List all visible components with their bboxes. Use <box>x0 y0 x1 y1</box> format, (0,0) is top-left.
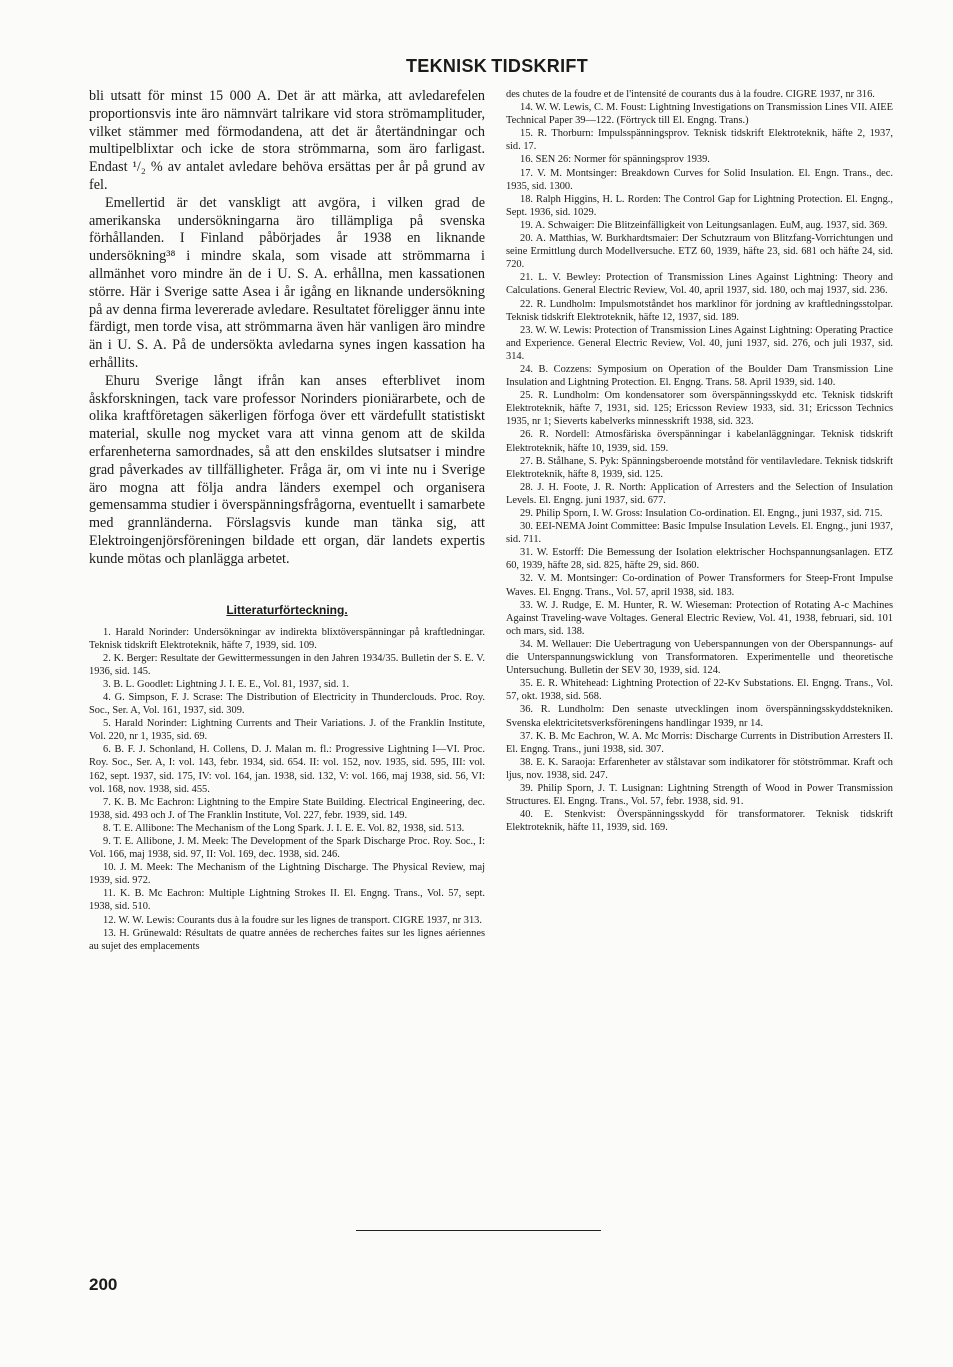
reference-item: 32. V. M. Montsinger: Co-ordination of Power Transformers for Steep-Front Impulse Waves. El. Engng. Trans., Vol. 57, april 1938, sid. 183. <box>506 573 893 598</box>
body-paragraph: bli utsatt för minst 15 000 A. Det är att märka, att avledarefelen proportionsvis inte äro nämnvärt talrikare vid stora strömamplituder, vilket stämmer med förmodandena, att det är återtändningar och multipelblixtar och icke de stora strömmarna, som äro farligast. Endast ¹/₂ % av antalet avledare behöva ersättas per år på grund av fel. <box>89 88 485 193</box>
journal-header <box>90 56 588 77</box>
reference-item: 35. E. R. Whitehead: Lightning Protection of 22-Kv Substations. El. Engng. Trans., Vol. 57, okt. 1938, sid. 568. <box>506 678 893 703</box>
reference-item: 30. EEI-NEMA Joint Committee: Basic Impulse Insulation Levels. El. Engng., juni 1937, sid. 711. <box>506 521 893 546</box>
reference-item: 2. K. Berger: Resultate der Gewittermessungen in den Jahren 1934/35. Bulletin der S. E. V. 1936, sid. 145. <box>89 652 485 677</box>
reference-item: 4. G. Simpson, F. J. Scrase: The Distribution of Electricity in Thunderclouds. Proc. Roy. Soc., Ser. A, Vol. 161, 1937, sid. 309. <box>89 691 485 717</box>
references-heading: Litteraturförteckning. <box>226 602 348 617</box>
body-paragraph: Ehuru Sverige långt ifrån kan anses efterblivet inom åskforskningen, tack vare professor Norinders pioniärarbete, och de olika kraftföretagen säkerligen förfoga över ett värdefullt statistiskt material, skulle nog mycket vara att vinna genom att de skilda erfarenheterna samordnades, så att den enskildes slutsatser i mindre grad påverkades av tillfälligheter. Fråga är, om vi inte nu i Sverige äro mogna att följa andra länders exempel och organisera gemensamma studier i överspänningsfrågorna, eventuellt i samarbete med grannländerna. Förslagsvis kunde man tänka sig, att Elektroingenjörsföreningen bildade ett organ, där landets expertis kunde mötas och planlägga arbetet. <box>89 372 485 567</box>
reference-item: 24. B. Cozzens: Symposium on Operation of the Boulder Dam Transmission Line Insulation and Lightning Protection. El. Engng. Trans. 58. April 1939, sid. 140. <box>506 363 893 389</box>
reference-item: 31. W. Estorff: Die Bemessung der Isolation elektrischer Hochspannungsanlagen. ETZ 60, 1939, häfte 28, sid. 825, häfte 29, sid. 860. <box>506 547 893 572</box>
reference-item: 8. T. E. Allibone: The Mechanism of the Long Spark. J. I. E. E. Vol. 82, 1938, sid. 513. <box>103 822 465 834</box>
reference-item: 37. K. B. Mc Eachron, W. A. Mc Morris: Discharge Currents in Distribution Arresters II. El. Engng. Trans., juni 1938, sid. 307. <box>506 730 893 755</box>
left-column <box>89 88 485 953</box>
reference-item: 11. K. B. Mc Eachron: Multiple Lightning Strokes II. El. Engng. Trans., Vol. 57, sept. 1938, sid. 510. <box>89 888 485 913</box>
reference-item: 14. W. W. Lewis, C. M. Foust: Lightning Investigations on Transmission Lines VII. AIEE Technical Paper 39—122. (Förtryck till El. Engng. Trans.) <box>506 102 893 127</box>
reference-item: 23. W. W. Lewis: Protection of Transmission Lines Against Lightning: Operating Practice and Experience. General Electric Review, Vol. 40, juni 1937, sid. 276, och juli 1937, sid. 314. <box>506 324 893 362</box>
reference-item: 27. B. Stålhane, S. Pyk: Spänningsberoende motstånd för ventilavledare. Teknisk tidskrift Elektroteknik, häfte 8, 1939, sid. 125. <box>506 455 893 480</box>
reference-item: 17. V. M. Montsinger: Breakdown Curves for Solid Insulation. El. Engn. Trans., dec. 1935, sid. 1300. <box>506 167 893 192</box>
journal-title-part-b: TIDSKRIFT <box>491 56 588 76</box>
reference-item: 33. W. J. Rudge, E. M. Hunter, R. W. Wieseman: Protection of Rotating A-c Machines Against Traveling-wave Voltages. General Electric Review, Vol. 41, 1938, februari, sid. 101 och mars, sid. 138. <box>506 599 893 637</box>
reference-item: 20. A. Matthias, W. Burkhardtsmaier: Der Schutzraum von Blitzfang-Vorrichtungen und seine Ermittlung durch Modellversuche. ETZ 60, 1939, häfte 23, sid. 681 och häfte 24, sid. 720. <box>506 233 893 271</box>
reference-item: 38. E. K. Saraoja: Erfarenheter av stålstavar som indikatorer för stötströmmar. Kraft och ljus, nov. 1938, sid. 247. <box>506 756 893 781</box>
reference-item: 22. R. Lundholm: Impulsmotståndet hos marklinor för jordning av kraftledningsstolpar. Teknisk tidskrift Elektroteknik, häfte 12, 1937, sid. 189. <box>506 298 893 323</box>
references-list-left <box>89 626 485 953</box>
reference-item: 25. R. Lundholm: Om kondensatorer som överspänningsskydd etc. Teknisk tidskrift Elektroteknik, häfte 7, 1931, sid. 125; Ericsson Review 1933, sid. 31; Ericsson Technics 1935, nr 1; Sieverts kabelverks minnesskrift 1938, sid. 323. <box>506 390 893 428</box>
reference-item: 7. K. B. Mc Eachron: Lightning to the Empire State Building. Electrical Engineering, dec. 1938, sid. 493 och J. of The Franklin Institute, Vol. 227, febr. 1939, sid. 149. <box>89 796 485 821</box>
reference-item: 6. B. F. J. Schonland, H. Collens, D. J. Malan m. fl.: Progressive Lightning I—VI. Proc. Roy. Soc., Ser. A, I: vol. 143, febr. 1934, sid. 654. II: vol. 152, nov. 1935, sid. 595, III: vol. 162, sept. 1937, sid. 175, IV: vol. 164, jan. 1938, sid. 132, V: vol. 166, maj 1938, sid. 56, VI: vol. 168, nov. 1938, sid. 455. <box>89 744 485 795</box>
reference-item: 39. Philip Sporn, J. T. Lusignan: Lightning Strength of Wood in Power Transmission Structures. El. Engng. Trans., Vol. 57, febr. 1938, sid. 91. <box>506 782 893 808</box>
reference-item: 13. H. Grünewald: Résultats de quatre années de recherches faites sur les lignes aériennes au sujet des emplacements <box>89 927 485 952</box>
reference-item: 19. A. Schwaiger: Die Blitzeinfälligkeit von Leitungsanlagen. EuM, aug. 1937, sid. 369. <box>520 219 888 231</box>
reference-item: 21. L. V. Bewley: Protection of Transmission Lines Against Lightning: Theory and Calculations. General Electric Review, Vol. 40, april 1937, sid. 180, och maj 1937, sid. 236. <box>506 272 893 297</box>
bottom-rule <box>356 1230 601 1231</box>
references-list-right <box>506 88 893 834</box>
reference-item: 34. M. Wellauer: Die Uebertragung von Ueberspannungen von der Oberspannungs- auf die Unterspannungswicklung von Transformatoren. Experimentelle und theoretische Untersuchung. Bulletin der SEV 30, 1939, sid. 124. <box>506 638 893 677</box>
reference-item: 36. R. Lundholm: Den senaste utvecklingen inom överspänningsskyddstekniken. Svenska elektricitetsverksföreningens handlingar 1939, nr 14. <box>506 704 893 729</box>
reference-item: 5. Harald Norinder: Lightning Currents and Their Variations. J. of the Franklin Institute, Vol. 220, nr 1, 1935, sid. 69. <box>89 718 485 743</box>
reference-continuation: des chutes de la foudre et de l'intensité de courants dus à la foudre. CIGRE 1937, nr 316. <box>506 89 875 100</box>
reference-item: 29. Philip Sporn, I. W. Gross: Insulation Co-ordination. El. Engng., juni 1937, sid. 715. <box>520 508 883 519</box>
reference-item: 15. R. Thorburn: Impulsspänningsprov. Teknisk tidskrift Elektroteknik, häfte 2, 1937, sid. 17. <box>506 128 893 153</box>
page-number: 200 <box>89 1275 118 1294</box>
reference-item: 3. B. L. Goodlet: Lightning J. I. E. E., Vol. 81, 1937, sid. 1. <box>103 678 350 690</box>
reference-item: 40. E. Stenkvist: Överspänningsskydd för transformatorer. Teknisk tidskrift Elektroteknik, häfte 11, 1939, sid. 169. <box>506 809 893 834</box>
article-body <box>89 88 485 569</box>
reference-item: 28. J. H. Foote, J. R. North: Application of Arresters and the Selection of Insulation Levels. El. Engng. juni 1937, sid. 677. <box>506 481 893 506</box>
right-column <box>506 88 893 834</box>
reference-item: 16. SEN 26: Normer för spänningsprov 1939. <box>520 154 710 166</box>
journal-title-part-a: TEKNISK <box>405 56 488 76</box>
reference-item: 9. T. E. Allibone, J. M. Meek: The Development of the Spark Discharge Proc. Roy. Soc., I: Vol. 166, maj 1938, sid. 97, II: Vol. 169, dec. 1938, sid. 246. <box>89 836 485 861</box>
reference-item: 10. J. M. Meek: The Mechanism of the Lightning Discharge. The Physical Review, maj 1939, sid. 972. <box>89 862 485 887</box>
reference-item: 18. Ralph Higgins, H. L. Rorden: The Control Gap for Lightning Protection. El. Engng., Sept. 1936, sid. 1029. <box>506 193 893 218</box>
reference-item: 26. R. Nordell: Atmosfäriska överspänningar i kabelanläggningar. Teknisk tidskrift Elektroteknik, häfte 10, 1939, sid. 159. <box>506 429 893 454</box>
reference-item: 1. Harald Norinder: Undersökningar av indirekta blixtöverspänningar på kraftledningar. Teknisk tidskrift Elektroteknik, häfte 7, 1939, sid. 109. <box>89 626 485 651</box>
body-paragraph: Emellertid är det vanskligt att avgöra, i vilken grad de amerikanska undersökningarna äro tillämpliga på svenska förhållanden. I Finland påbörjades år 1938 en liknande undersökning³⁸ i mindre skala, som visade att strömmarna i allmänhet voro mindre än de i U. S. A. erhållna, men kassationen större. Här i Sverige satte Asea i år igång en liknande undersökning på av denna firma levererade avledare. Resultatet föreligger ännu inte färdigt, men torde visa, att strömmarna även här vanligen äro mindre än i U. S. A. På de undersökta avledarna synes ingen kassation ha erhållits. <box>89 194 485 371</box>
reference-item: 12. W. W. Lewis: Courants dus à la foudre sur les lignes de transport. CIGRE 1937, nr 313. <box>103 914 482 926</box>
